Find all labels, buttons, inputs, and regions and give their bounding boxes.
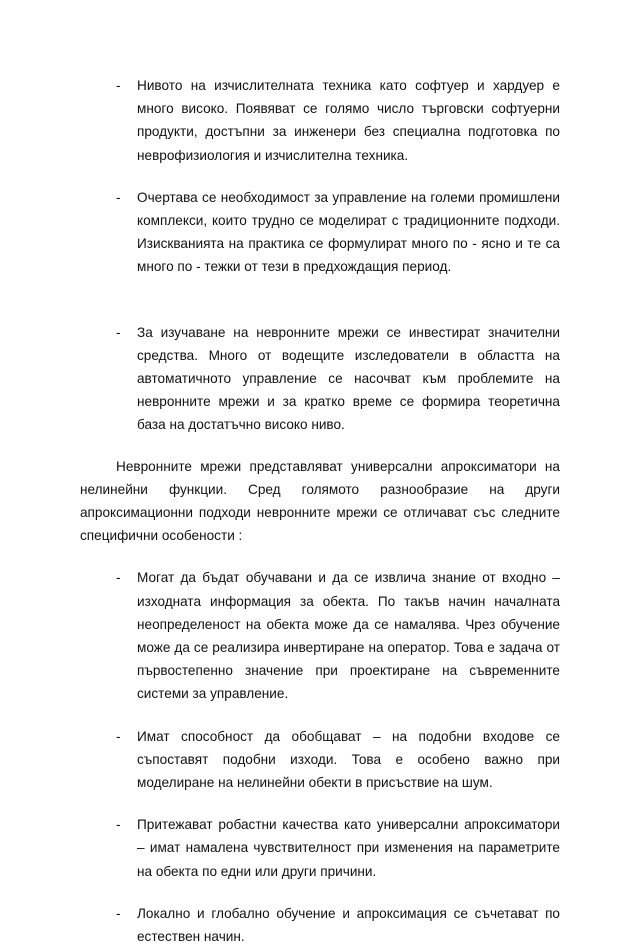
list-item-text: Притежават робастни качества като универсални апроксиматори – имат намалена чувствителност при изменения на параметрите на обекта по едни или други причини. (137, 817, 560, 879)
list-dash: - (116, 78, 121, 93)
list-dash: - (116, 817, 121, 833)
list-dash: - (116, 570, 121, 586)
list-item-text: Локално и глобално обучение и апроксимация се съчетават по естествен начин. (137, 905, 560, 945)
list-item-text: Очертава се необходимост за управление на големи промишлени комплекси, които трудно се моделират с традиционните подходи. Изискванията на практика се формулират много по - ясно и те са много по - тежки от тези в предхождащия период. (137, 189, 560, 275)
list-item-text: Могат да бъдат обучавани и да се извлича знание от входно – изходната информация за обекта. По такъв начин началната неопределеност на обекта може да се намалява. Чрез обучение може да се реализира инвертиране на оператор. Това е задача от първостепенно значение при проектиране на съвременните системи за управление. (137, 570, 560, 702)
list-item-text: Нивото на изчислителната техника като софтуер и хардуер е много високо. Появяват се голямо число търговски софтуерни продукти, достъпни за инженери без специална подготовка по неврофизиология и изчислителна техника. (137, 78, 560, 163)
list-item (80, 725, 560, 795)
list-dash: - (116, 189, 121, 205)
list-item (80, 813, 560, 883)
document-body (80, 74, 560, 948)
list-dash: - (116, 324, 121, 340)
list-item (80, 74, 560, 167)
list-dash: - (116, 905, 121, 921)
list-item (80, 566, 560, 705)
list-item (80, 186, 560, 279)
list-item (80, 321, 560, 437)
list-item-text: За изучаване на невронните мрежи се инвестират значителни средства. Много от водещите изследователи в областта на автоматичното управление се насочват към проблемите на невронните мрежи и за кратко време се формира теоретична база на достатъчно високо ниво. (137, 324, 560, 433)
list-dash: - (116, 728, 121, 744)
body-paragraph: Невронните мрежи представляват универсални апроксиматори на нелинейни функции. Сред голямото разнообразие на други апроксимационни подходи невронните мрежи се отличават със следните специфични особености : (80, 458, 560, 544)
list-item-text: Имат способност да обобщават – на подобни входове се съпоставят подобни изходи. Това е особено важно при моделиране на нелинейни обекти в присъствие на шум. (137, 728, 560, 791)
list-item (80, 902, 560, 948)
